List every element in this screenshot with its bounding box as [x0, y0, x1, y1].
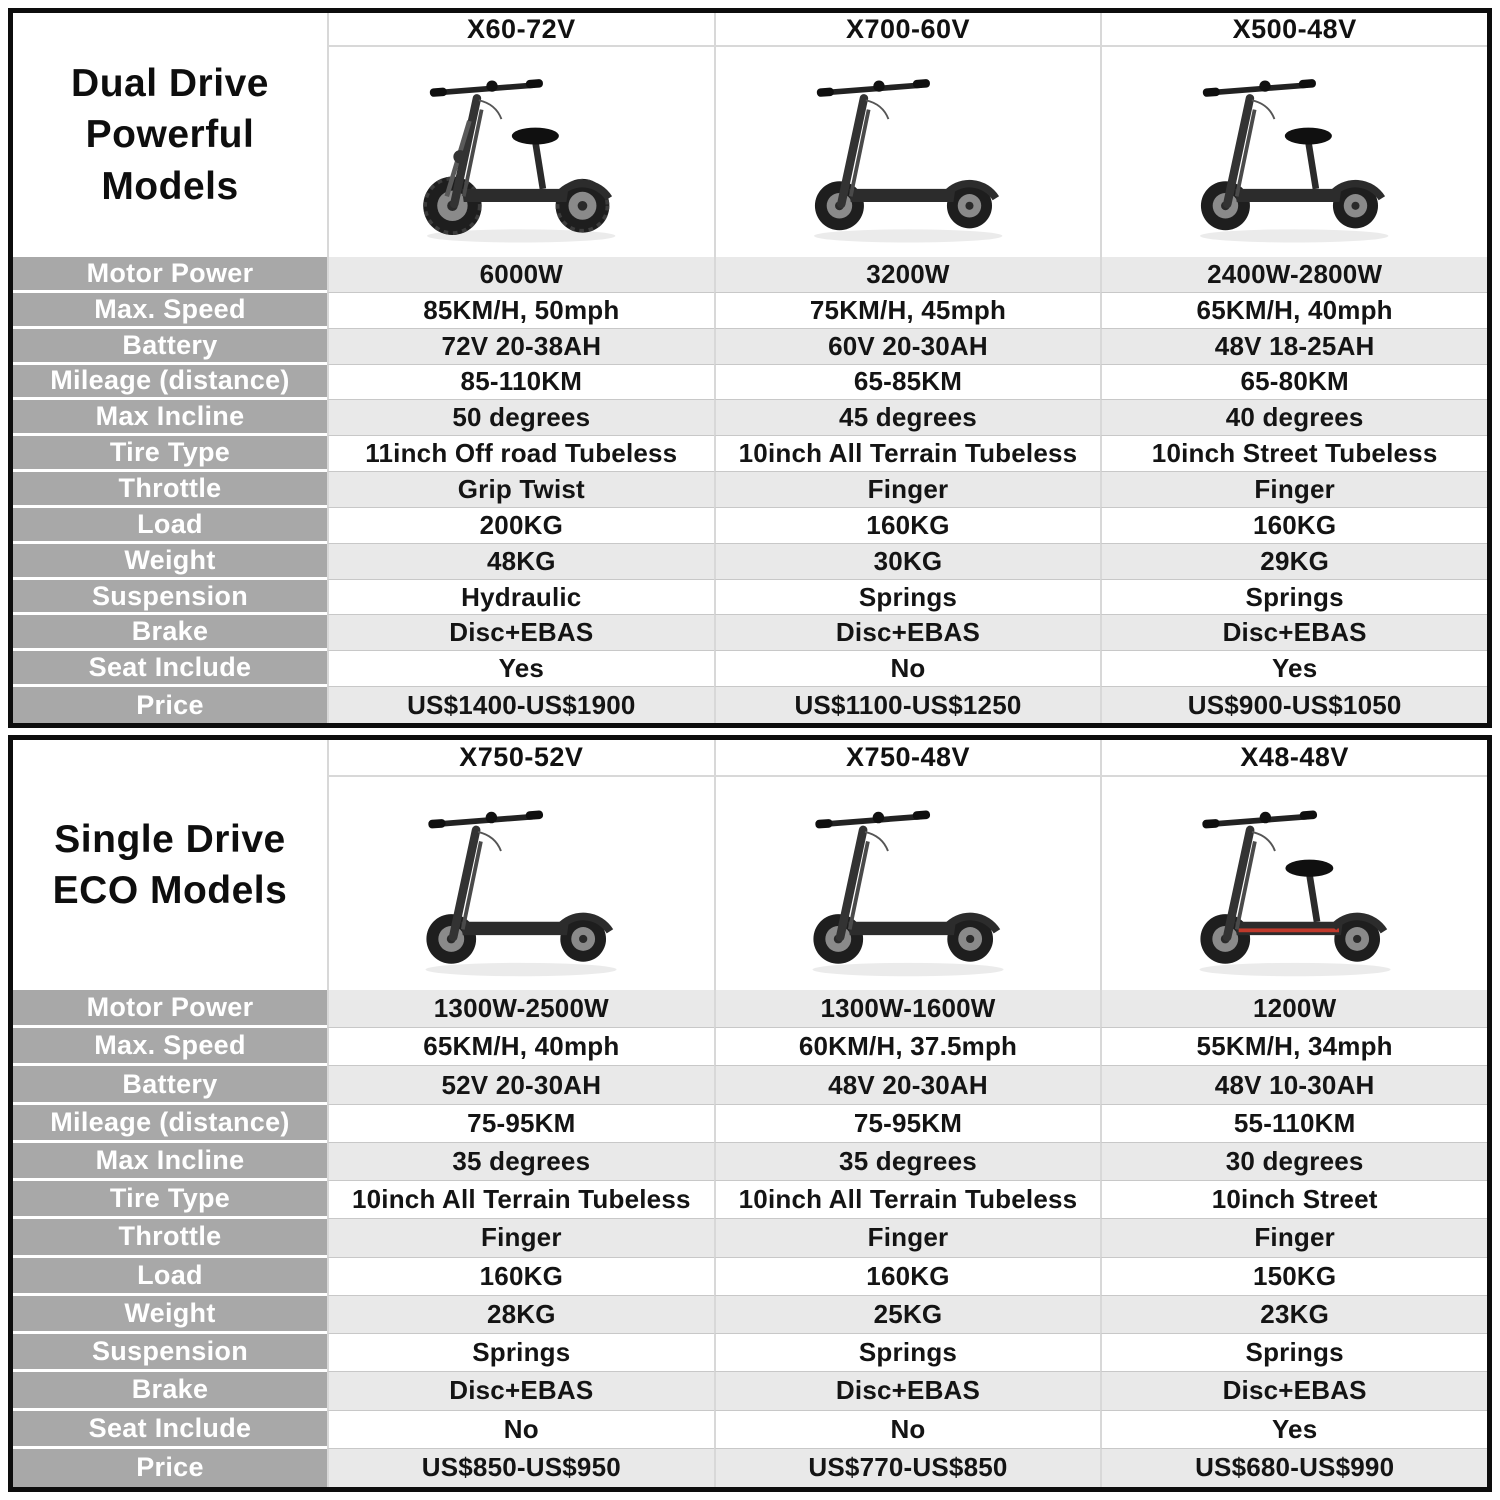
- spec-value: 65-80KM: [1100, 365, 1487, 401]
- spec-value: 6000W: [327, 257, 714, 293]
- spec-value: 50 degrees: [327, 400, 714, 436]
- spec-label: Weight: [13, 544, 327, 580]
- spec-value: 60KM/H, 37.5mph: [714, 1028, 1101, 1066]
- scooter-photo: [327, 47, 714, 257]
- spec-value: Disc+EBAS: [1100, 615, 1487, 651]
- single-drive-section: [8, 735, 1492, 1492]
- dual-drive-section: [8, 8, 1492, 728]
- spec-value: Finger: [714, 472, 1101, 508]
- scooter-photo: [327, 777, 714, 990]
- spec-label: Max. Speed: [13, 293, 327, 329]
- spec-value: Disc+EBAS: [327, 1372, 714, 1410]
- spec-value: Springs: [714, 1334, 1101, 1372]
- spec-value: 3200W: [714, 257, 1101, 293]
- spec-label: Load: [13, 1258, 327, 1296]
- spec-value: 48V 10-30AH: [1100, 1066, 1487, 1104]
- spec-value: Disc+EBAS: [714, 1372, 1101, 1410]
- spec-value: 65KM/H, 40mph: [327, 1028, 714, 1066]
- spec-value: US$900-US$1050: [1100, 687, 1487, 723]
- scooter-photo: [714, 47, 1101, 257]
- spec-value: No: [714, 651, 1101, 687]
- spec-value: 48V 18-25AH: [1100, 329, 1487, 365]
- spec-label: Motor Power: [13, 990, 327, 1028]
- spec-value: 35 degrees: [714, 1143, 1101, 1181]
- spec-label: Max. Speed: [13, 1028, 327, 1066]
- spec-value: 65-85KM: [714, 365, 1101, 401]
- spec-value: 30KG: [714, 544, 1101, 580]
- spec-value: Finger: [1100, 1219, 1487, 1257]
- spec-value: US$770-US$850: [714, 1449, 1101, 1487]
- spec-label: Tire Type: [13, 1181, 327, 1219]
- spec-value: 11inch Off road Tubeless: [327, 436, 714, 472]
- model-name-header: X48-48V: [1100, 740, 1487, 777]
- spec-label: Motor Power: [13, 257, 327, 293]
- spec-value: 160KG: [714, 1258, 1101, 1296]
- spec-value: US$1100-US$1250: [714, 687, 1101, 723]
- spec-value: 55-110KM: [1100, 1105, 1487, 1143]
- spec-value: Hydraulic: [327, 580, 714, 616]
- spec-value: US$850-US$950: [327, 1449, 714, 1487]
- spec-value: 2400W-2800W: [1100, 257, 1487, 293]
- spec-value: Yes: [1100, 651, 1487, 687]
- spec-value: 60V 20-30AH: [714, 329, 1101, 365]
- spec-value: 200KG: [327, 508, 714, 544]
- spec-value: No: [327, 1411, 714, 1449]
- spec-label: Throttle: [13, 1219, 327, 1257]
- group-title: Single Drive ECO Models: [13, 740, 327, 990]
- scooter-photo: [1100, 47, 1487, 257]
- spec-label: Seat Include: [13, 651, 327, 687]
- spec-value: No: [714, 1411, 1101, 1449]
- spec-value: 23KG: [1100, 1296, 1487, 1334]
- spec-value: 40 degrees: [1100, 400, 1487, 436]
- model-name-header: X500-48V: [1100, 13, 1487, 47]
- spec-label: Max Incline: [13, 1143, 327, 1181]
- spec-value: US$1400-US$1900: [327, 687, 714, 723]
- spec-label: Throttle: [13, 472, 327, 508]
- spec-label: Battery: [13, 329, 327, 365]
- spec-value: 10inch All Terrain Tubeless: [327, 1181, 714, 1219]
- spec-value: 30 degrees: [1100, 1143, 1487, 1181]
- spec-value: 45 degrees: [714, 400, 1101, 436]
- spec-value: 72V 20-38AH: [327, 329, 714, 365]
- spec-value: Yes: [327, 651, 714, 687]
- spec-value: 48V 20-30AH: [714, 1066, 1101, 1104]
- spec-label: Tire Type: [13, 436, 327, 472]
- group-title: Dual Drive Powerful Models: [13, 13, 327, 257]
- spec-value: Springs: [1100, 1334, 1487, 1372]
- spec-value: 150KG: [1100, 1258, 1487, 1296]
- model-name-header: X60-72V: [327, 13, 714, 47]
- spec-value: 28KG: [327, 1296, 714, 1334]
- spec-value: 10inch Street Tubeless: [1100, 436, 1487, 472]
- spec-value: 55KM/H, 34mph: [1100, 1028, 1487, 1066]
- spec-label: Max Incline: [13, 400, 327, 436]
- model-name-header: X700-60V: [714, 13, 1101, 47]
- model-name-header: X750-48V: [714, 740, 1101, 777]
- spec-value: Finger: [1100, 472, 1487, 508]
- spec-value: Disc+EBAS: [327, 615, 714, 651]
- model-name-header: X750-52V: [327, 740, 714, 777]
- spec-value: 48KG: [327, 544, 714, 580]
- spec-value: Yes: [1100, 1411, 1487, 1449]
- spec-value: US$680-US$990: [1100, 1449, 1487, 1487]
- spec-label: Mileage (distance): [13, 1105, 327, 1143]
- spec-value: Disc+EBAS: [1100, 1372, 1487, 1410]
- spec-value: 10inch All Terrain Tubeless: [714, 436, 1101, 472]
- spec-value: 75-95KM: [714, 1105, 1101, 1143]
- spec-value: 52V 20-30AH: [327, 1066, 714, 1104]
- spec-value: 85KM/H, 50mph: [327, 293, 714, 329]
- spec-label: Seat Include: [13, 1411, 327, 1449]
- spec-value: 10inch All Terrain Tubeless: [714, 1181, 1101, 1219]
- spec-value: 85-110KM: [327, 365, 714, 401]
- spec-value: Finger: [714, 1219, 1101, 1257]
- spec-label: Load: [13, 508, 327, 544]
- spec-value: 10inch Street: [1100, 1181, 1487, 1219]
- spec-value: Springs: [327, 1334, 714, 1372]
- spec-value: 25KG: [714, 1296, 1101, 1334]
- spec-value: 160KG: [714, 508, 1101, 544]
- spec-label: Suspension: [13, 580, 327, 616]
- spec-value: Springs: [714, 580, 1101, 616]
- spec-value: 35 degrees: [327, 1143, 714, 1181]
- spec-value: Springs: [1100, 580, 1487, 616]
- spec-label: Mileage (distance): [13, 365, 327, 401]
- spec-label: Brake: [13, 1372, 327, 1410]
- spec-value: 1300W-2500W: [327, 990, 714, 1028]
- spec-value: 1300W-1600W: [714, 990, 1101, 1028]
- spec-value: 1200W: [1100, 990, 1487, 1028]
- spec-value: 65KM/H, 40mph: [1100, 293, 1487, 329]
- spec-value: Finger: [327, 1219, 714, 1257]
- spec-value: 29KG: [1100, 544, 1487, 580]
- spec-value: 75-95KM: [327, 1105, 714, 1143]
- spec-label: Brake: [13, 615, 327, 651]
- spec-value: Disc+EBAS: [714, 615, 1101, 651]
- spec-label: Suspension: [13, 1334, 327, 1372]
- spec-value: 75KM/H, 45mph: [714, 293, 1101, 329]
- spec-label: Weight: [13, 1296, 327, 1334]
- spec-label: Price: [13, 1449, 327, 1487]
- spec-label: Price: [13, 687, 327, 723]
- spec-value: Grip Twist: [327, 472, 714, 508]
- spec-value: 160KG: [327, 1258, 714, 1296]
- scooter-photo: [714, 777, 1101, 990]
- scooter-photo: [1100, 777, 1487, 990]
- spec-label: Battery: [13, 1066, 327, 1104]
- spec-value: 160KG: [1100, 508, 1487, 544]
